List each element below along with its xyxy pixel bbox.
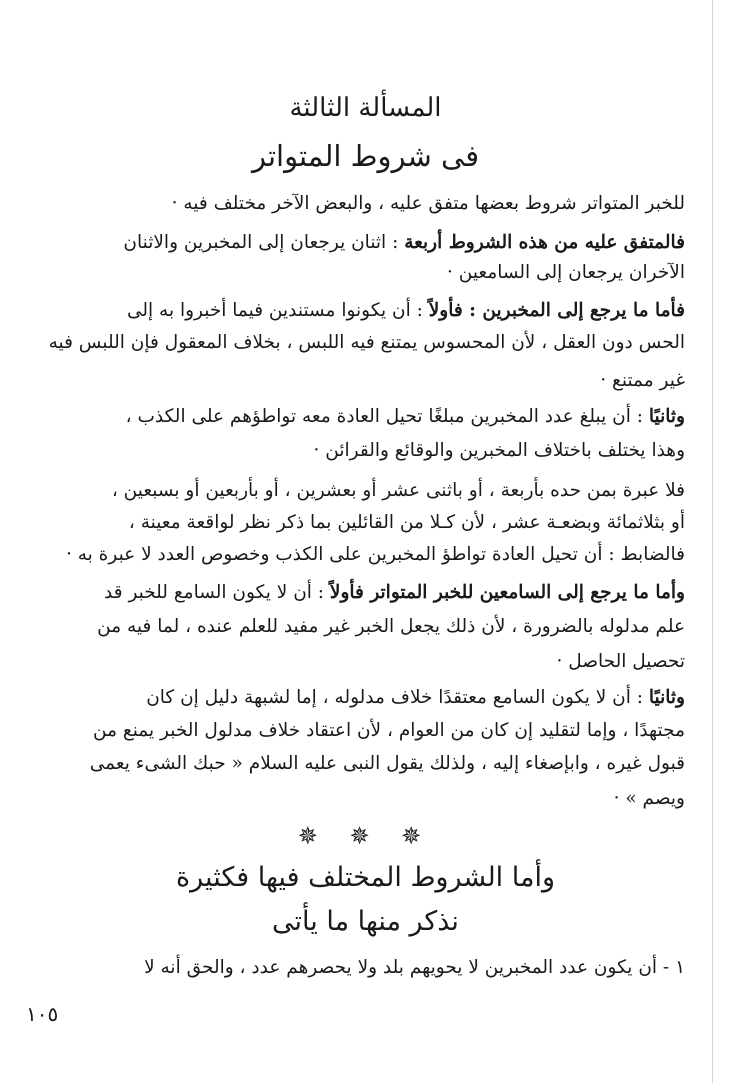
paragraph-line: وثانيًا : أن يبلغ عدد المخبرين مبلغًا تحيل العادة معه تواطؤهم على الكذب ، <box>125 406 685 427</box>
paragraph-line: قبول غيره ، وابإصغاء إليه ، ولذلك يقول النبى عليه السلام « حبك الشىء يعمى <box>89 753 685 774</box>
paragraph-line: وهذا يختلف باختلاف المخبرين والوقائع والقرائن · <box>313 440 685 461</box>
paragraph-line: غير ممتنع · <box>600 370 685 391</box>
paragraph-line: فالمتفق عليه من هذه الشروط أربعة : اثنان يرجعان إلى المخبرين والاثنان <box>123 232 685 253</box>
section-heading: وأما الشروط المختلف فيها فكثيرة <box>176 862 555 893</box>
paragraph-line: وأما ما يرجع إلى السامعين للخبر المتواتر فأولاً : أن لا يكون السامع للخبر قد <box>104 582 685 603</box>
paragraph-line: للخبر المتواتر شروط بعضها متفق عليه ، والبعض الآخر مختلف فيه · <box>171 193 685 214</box>
page-number: ١٠٥ <box>26 1002 59 1026</box>
paragraph-line: فأما ما يرجع إلى المخبرين : فأولاً : أن يكونوا مستندين فيما أخبروا به إلى <box>126 300 685 321</box>
paragraph-line: فالضابط : أن تحيل العادة تواطؤ المخبرين على الكذب وخصوص العدد لا عبرة به · <box>65 544 685 565</box>
paragraph-line: الحس دون العقل ، لأن المحسوس يمتنع فيه اللبس ، بخلاف المعقول فإن اللبس فيه <box>48 332 685 353</box>
paragraph-line: مجتهدًا ، وإما لتقليد إن كان من العوام ، لأن اعتقاد خلاف مدلول الخبر يمنع من <box>93 720 685 741</box>
paragraph-line: علم مدلوله بالضرورة ، لأن ذلك يجعل الخبر غير مفيد للعلم عنده ، لما فيه من <box>97 616 685 637</box>
paragraph-line: فلا عبرة بمن حده بأربعة ، أو باثنى عشر أو بعشرين ، أو بأربعين أو بسبعين ، <box>111 480 685 501</box>
page-edge <box>712 0 713 1083</box>
paragraph-line: تحصيل الحاصل · <box>556 651 685 672</box>
section-heading-continued: نذكر منها ما يأتى <box>272 906 459 937</box>
paragraph-line: ١ - أن يكون عدد المخبرين لا يحويهم بلد ولا يحصرهم عدد ، والحق أنه لا <box>144 957 685 978</box>
section-separator-stars: ✵ ✵ ✵ <box>297 822 434 850</box>
section-subtitle: فى شروط المتواتر <box>251 139 480 173</box>
paragraph-line: وثانيًا : أن لا يكون السامع معتقدًا خلاف مدلوله ، إما لشبهة دليل إن كان <box>146 687 685 708</box>
paragraph-line: ويصم » · <box>613 788 685 809</box>
section-title: المسألة الثالثة <box>289 93 442 123</box>
paragraph-line: أو بثلاثمائة وبضعـة عشر ، لأن كـلا من القائلين بما ذكر نظر لواقعة معينة ، <box>128 512 685 533</box>
paragraph-line: الآخران يرجعان إلى السامعين · <box>446 262 685 283</box>
